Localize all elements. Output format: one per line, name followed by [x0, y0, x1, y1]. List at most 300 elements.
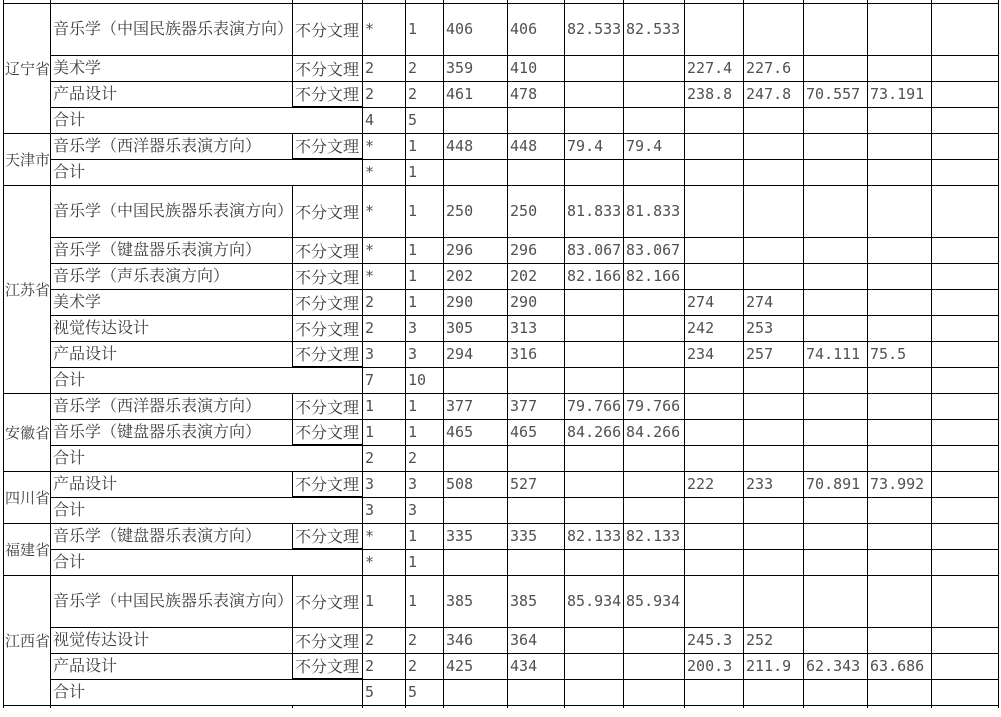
track-cell: 不分文理: [293, 341, 363, 367]
table-row: [4, 3, 999, 55]
value-cell: 10: [406, 367, 444, 393]
value-cell: 377: [508, 393, 565, 419]
value-cell: [804, 133, 868, 159]
value-cell: [565, 315, 624, 341]
value-cell: 247.8: [744, 81, 804, 107]
value-cell: [744, 107, 804, 133]
value-cell: 478: [508, 81, 565, 107]
table-row: [4, 107, 999, 133]
subtotal-cell: 合计: [51, 497, 363, 523]
table-row: [4, 419, 999, 445]
value-cell: [565, 159, 624, 185]
clipped-cell: [293, 705, 363, 708]
value-cell: [685, 237, 744, 263]
track-cell: 不分文理: [293, 471, 363, 497]
value-cell: 5: [406, 679, 444, 705]
value-cell: 1: [363, 575, 406, 627]
value-cell: 84.266: [565, 419, 624, 445]
value-cell: [565, 445, 624, 471]
value-cell: [744, 575, 804, 627]
value-cell: [932, 107, 999, 133]
value-cell: 1: [363, 393, 406, 419]
value-cell: [565, 627, 624, 653]
value-cell: 425: [444, 653, 508, 679]
value-cell: [932, 445, 999, 471]
value-cell: 234: [685, 341, 744, 367]
value-cell: [624, 679, 685, 705]
value-cell: [804, 3, 868, 55]
value-cell: 82.533: [565, 3, 624, 55]
value-cell: *: [363, 185, 406, 237]
value-cell: [685, 419, 744, 445]
value-cell: [932, 263, 999, 289]
major-cell: 音乐学（声乐表演方向）: [51, 263, 293, 289]
value-cell: 3: [406, 497, 444, 523]
value-cell: *: [363, 159, 406, 185]
major-cell: 产品设计: [51, 81, 293, 107]
value-cell: 3: [406, 341, 444, 367]
admissions-table: [3, 0, 999, 708]
value-cell: [932, 81, 999, 107]
value-cell: 5: [363, 679, 406, 705]
province-cell: 江西省: [4, 575, 51, 705]
value-cell: [932, 497, 999, 523]
value-cell: *: [363, 133, 406, 159]
value-cell: 2: [406, 445, 444, 471]
value-cell: 245.3: [685, 627, 744, 653]
value-cell: 290: [444, 289, 508, 315]
value-cell: 82.166: [624, 263, 685, 289]
table-row: [4, 653, 999, 679]
value-cell: [508, 445, 565, 471]
value-cell: [624, 289, 685, 315]
table-row: [4, 81, 999, 107]
table-row: [4, 133, 999, 159]
value-cell: 82.533: [624, 3, 685, 55]
value-cell: [932, 289, 999, 315]
value-cell: [508, 549, 565, 575]
value-cell: 79.4: [565, 133, 624, 159]
value-cell: 1: [406, 523, 444, 549]
value-cell: 296: [508, 237, 565, 263]
value-cell: 202: [508, 263, 565, 289]
subtotal-cell: 合计: [51, 159, 363, 185]
clipped-cell: [804, 705, 868, 708]
value-cell: [804, 445, 868, 471]
value-cell: [685, 367, 744, 393]
table-row: [4, 393, 999, 419]
value-cell: 200.3: [685, 653, 744, 679]
value-cell: [624, 55, 685, 81]
value-cell: 238.8: [685, 81, 744, 107]
value-cell: *: [363, 549, 406, 575]
value-cell: 85.934: [624, 575, 685, 627]
clipped-cell: [565, 705, 624, 708]
table-row: [4, 185, 999, 237]
clipped-row: [4, 705, 999, 708]
value-cell: [565, 341, 624, 367]
value-cell: 5: [406, 107, 444, 133]
value-cell: [508, 679, 565, 705]
value-cell: [565, 679, 624, 705]
track-cell: 不分文理: [293, 237, 363, 263]
value-cell: 79.4: [624, 133, 685, 159]
value-cell: 1: [406, 3, 444, 55]
value-cell: [744, 523, 804, 549]
value-cell: 335: [444, 523, 508, 549]
major-cell: 音乐学（键盘器乐表演方向）: [51, 523, 293, 549]
value-cell: [868, 237, 932, 263]
table-row: [4, 315, 999, 341]
value-cell: [804, 367, 868, 393]
value-cell: [932, 237, 999, 263]
value-cell: [804, 627, 868, 653]
major-cell: 音乐学（西洋器乐表演方向）: [51, 393, 293, 419]
track-cell: 不分文理: [293, 419, 363, 445]
value-cell: [444, 445, 508, 471]
value-cell: 2: [406, 653, 444, 679]
value-cell: [932, 653, 999, 679]
value-cell: 253: [744, 315, 804, 341]
value-cell: [685, 393, 744, 419]
value-cell: 82.133: [624, 523, 685, 549]
value-cell: [565, 367, 624, 393]
value-cell: [744, 3, 804, 55]
subtotal-cell: 合计: [51, 367, 363, 393]
value-cell: [444, 107, 508, 133]
value-cell: 316: [508, 341, 565, 367]
province-cell: 安徽省: [4, 393, 51, 471]
value-cell: [444, 367, 508, 393]
value-cell: 83.067: [624, 237, 685, 263]
value-cell: [932, 393, 999, 419]
track-cell: 不分文理: [293, 263, 363, 289]
value-cell: [932, 627, 999, 653]
value-cell: [744, 419, 804, 445]
value-cell: 290: [508, 289, 565, 315]
value-cell: 296: [444, 237, 508, 263]
clipped-cell: [624, 705, 685, 708]
province-cell: 四川省: [4, 471, 51, 523]
table-row: [4, 367, 999, 393]
value-cell: 461: [444, 81, 508, 107]
province-cell: 天津市: [4, 133, 51, 185]
value-cell: 1: [363, 419, 406, 445]
value-cell: [932, 133, 999, 159]
value-cell: 385: [444, 575, 508, 627]
value-cell: [932, 3, 999, 55]
table-row: [4, 341, 999, 367]
value-cell: [804, 55, 868, 81]
value-cell: [804, 237, 868, 263]
value-cell: 3: [363, 497, 406, 523]
value-cell: [744, 185, 804, 237]
province-cell: 福建省: [4, 523, 51, 575]
clipped-cell: [744, 705, 804, 708]
track-cell: 不分文理: [293, 653, 363, 679]
value-cell: 2: [363, 55, 406, 81]
value-cell: [868, 627, 932, 653]
value-cell: 257: [744, 341, 804, 367]
value-cell: 70.891: [804, 471, 868, 497]
table-row: [4, 237, 999, 263]
value-cell: [804, 679, 868, 705]
subtotal-cell: 合计: [51, 679, 363, 705]
value-cell: [685, 523, 744, 549]
value-cell: 274: [685, 289, 744, 315]
major-cell: 美术学: [51, 55, 293, 81]
clipped-cell: [685, 705, 744, 708]
admissions-table-body: [4, 0, 999, 708]
value-cell: [744, 237, 804, 263]
value-cell: [444, 549, 508, 575]
value-cell: [868, 497, 932, 523]
value-cell: 1: [406, 289, 444, 315]
value-cell: [624, 315, 685, 341]
clipped-cell: [51, 705, 293, 708]
admissions-table-wrap: [3, 0, 1001, 708]
value-cell: 1: [406, 393, 444, 419]
value-cell: 2: [363, 653, 406, 679]
value-cell: 406: [444, 3, 508, 55]
value-cell: [744, 393, 804, 419]
subtotal-cell: 合计: [51, 549, 363, 575]
value-cell: 434: [508, 653, 565, 679]
value-cell: [508, 159, 565, 185]
value-cell: *: [363, 237, 406, 263]
value-cell: [804, 393, 868, 419]
track-cell: 不分文理: [293, 289, 363, 315]
value-cell: [932, 315, 999, 341]
province-cell: 辽宁省: [4, 3, 51, 133]
value-cell: 1: [406, 575, 444, 627]
table-row: [4, 159, 999, 185]
value-cell: 1: [406, 549, 444, 575]
value-cell: [868, 393, 932, 419]
value-cell: [744, 445, 804, 471]
table-row: [4, 497, 999, 523]
track-cell: 不分文理: [293, 523, 363, 549]
value-cell: [624, 549, 685, 575]
value-cell: 227.4: [685, 55, 744, 81]
value-cell: [932, 159, 999, 185]
value-cell: 3: [406, 471, 444, 497]
value-cell: 1: [406, 237, 444, 263]
clipped-cell: [508, 705, 565, 708]
value-cell: 2: [363, 315, 406, 341]
value-cell: 2: [363, 289, 406, 315]
value-cell: [744, 133, 804, 159]
major-cell: 产品设计: [51, 471, 293, 497]
value-cell: 85.934: [565, 575, 624, 627]
value-cell: 1: [406, 185, 444, 237]
table-row: [4, 523, 999, 549]
value-cell: [565, 497, 624, 523]
value-cell: 385: [508, 575, 565, 627]
value-cell: [804, 263, 868, 289]
table-row: [4, 471, 999, 497]
value-cell: [868, 3, 932, 55]
value-cell: [624, 653, 685, 679]
value-cell: [685, 575, 744, 627]
value-cell: 448: [444, 133, 508, 159]
value-cell: 211.9: [744, 653, 804, 679]
value-cell: [804, 419, 868, 445]
value-cell: [868, 133, 932, 159]
clipped-cell: [4, 705, 51, 708]
value-cell: 250: [444, 185, 508, 237]
value-cell: 4: [363, 107, 406, 133]
value-cell: 508: [444, 471, 508, 497]
value-cell: [868, 185, 932, 237]
value-cell: [624, 627, 685, 653]
track-cell: 不分文理: [293, 315, 363, 341]
value-cell: 359: [444, 55, 508, 81]
value-cell: 2: [406, 627, 444, 653]
value-cell: [868, 367, 932, 393]
value-cell: 75.5: [868, 341, 932, 367]
value-cell: [804, 497, 868, 523]
value-cell: [868, 263, 932, 289]
value-cell: [868, 523, 932, 549]
value-cell: 83.067: [565, 237, 624, 263]
value-cell: 3: [363, 341, 406, 367]
major-cell: 视觉传达设计: [51, 315, 293, 341]
value-cell: [804, 575, 868, 627]
value-cell: [932, 419, 999, 445]
value-cell: 2: [406, 55, 444, 81]
major-cell: 音乐学（中国民族器乐表演方向）: [51, 185, 293, 237]
value-cell: [685, 549, 744, 575]
value-cell: 252: [744, 627, 804, 653]
value-cell: 3: [363, 471, 406, 497]
value-cell: [744, 159, 804, 185]
value-cell: 84.266: [624, 419, 685, 445]
major-cell: 产品设计: [51, 341, 293, 367]
major-cell: 音乐学（键盘器乐表演方向）: [51, 419, 293, 445]
value-cell: 202: [444, 263, 508, 289]
major-cell: 音乐学（中国民族器乐表演方向）: [51, 575, 293, 627]
value-cell: [685, 3, 744, 55]
clipped-cell: [444, 705, 508, 708]
value-cell: 250: [508, 185, 565, 237]
clipped-cell: [363, 705, 406, 708]
value-cell: [868, 445, 932, 471]
value-cell: [744, 497, 804, 523]
value-cell: 1: [406, 263, 444, 289]
value-cell: [624, 471, 685, 497]
value-cell: [932, 575, 999, 627]
value-cell: [624, 341, 685, 367]
value-cell: [444, 159, 508, 185]
value-cell: [444, 679, 508, 705]
value-cell: 7: [363, 367, 406, 393]
value-cell: 2: [363, 627, 406, 653]
track-cell: 不分文理: [293, 185, 363, 237]
value-cell: [868, 549, 932, 575]
value-cell: *: [363, 263, 406, 289]
value-cell: 377: [444, 393, 508, 419]
table-row: [4, 445, 999, 471]
table-row: [4, 627, 999, 653]
value-cell: 274: [744, 289, 804, 315]
value-cell: 82.166: [565, 263, 624, 289]
value-cell: [804, 185, 868, 237]
value-cell: [624, 81, 685, 107]
value-cell: [685, 263, 744, 289]
value-cell: [868, 679, 932, 705]
value-cell: [804, 549, 868, 575]
value-cell: 222: [685, 471, 744, 497]
value-cell: 81.833: [565, 185, 624, 237]
value-cell: [685, 497, 744, 523]
value-cell: [932, 55, 999, 81]
value-cell: 242: [685, 315, 744, 341]
value-cell: [624, 159, 685, 185]
value-cell: [744, 367, 804, 393]
value-cell: [868, 315, 932, 341]
value-cell: 70.557: [804, 81, 868, 107]
value-cell: [508, 367, 565, 393]
value-cell: [685, 159, 744, 185]
major-cell: 美术学: [51, 289, 293, 315]
value-cell: [868, 159, 932, 185]
value-cell: [868, 575, 932, 627]
value-cell: [685, 133, 744, 159]
value-cell: 2: [406, 81, 444, 107]
value-cell: 227.6: [744, 55, 804, 81]
value-cell: [685, 445, 744, 471]
value-cell: [868, 107, 932, 133]
track-cell: 不分文理: [293, 55, 363, 81]
value-cell: 63.686: [868, 653, 932, 679]
value-cell: 82.133: [565, 523, 624, 549]
value-cell: 465: [444, 419, 508, 445]
value-cell: [624, 107, 685, 133]
value-cell: [804, 159, 868, 185]
major-cell: 视觉传达设计: [51, 627, 293, 653]
value-cell: 2: [363, 81, 406, 107]
value-cell: 2: [363, 445, 406, 471]
value-cell: [565, 653, 624, 679]
value-cell: [932, 523, 999, 549]
value-cell: [565, 107, 624, 133]
value-cell: 1: [406, 419, 444, 445]
value-cell: 79.766: [624, 393, 685, 419]
value-cell: [804, 315, 868, 341]
value-cell: [932, 679, 999, 705]
clipped-cell: [406, 705, 444, 708]
value-cell: [932, 549, 999, 575]
value-cell: [685, 107, 744, 133]
value-cell: 1: [406, 133, 444, 159]
value-cell: 81.833: [624, 185, 685, 237]
value-cell: [624, 367, 685, 393]
table-row: [4, 289, 999, 315]
value-cell: [804, 289, 868, 315]
value-cell: 313: [508, 315, 565, 341]
value-cell: 465: [508, 419, 565, 445]
major-cell: 音乐学（中国民族器乐表演方向）: [51, 3, 293, 55]
value-cell: [932, 471, 999, 497]
value-cell: [624, 497, 685, 523]
value-cell: [685, 679, 744, 705]
value-cell: [565, 549, 624, 575]
value-cell: 364: [508, 627, 565, 653]
value-cell: [444, 497, 508, 523]
value-cell: 74.111: [804, 341, 868, 367]
track-cell: 不分文理: [293, 81, 363, 107]
